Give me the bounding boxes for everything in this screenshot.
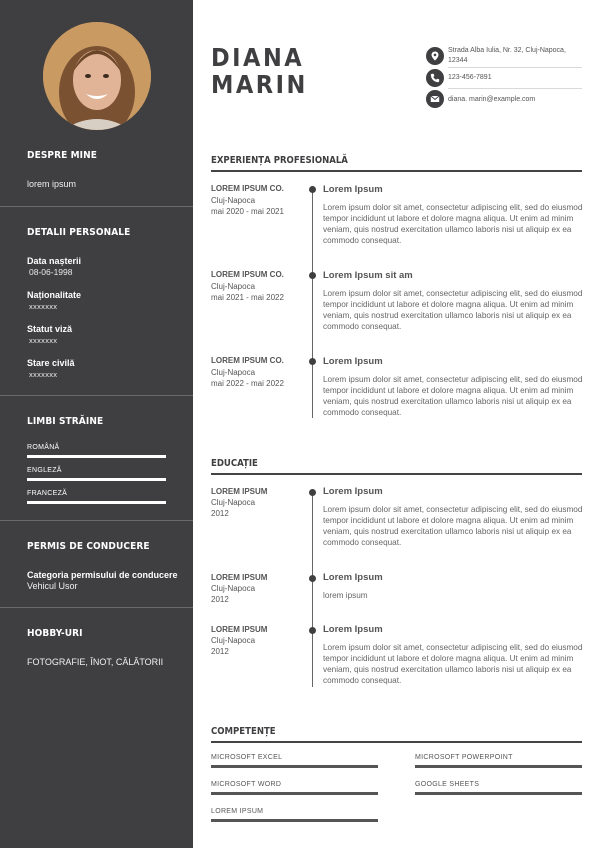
candidate-name	[211, 44, 308, 98]
experience-company: LOREM IPSUM CO.	[211, 184, 284, 193]
language-label: FRANCEZĂ	[27, 490, 68, 497]
education-school: LOREM IPSUM	[211, 573, 268, 582]
timeline-dot	[309, 186, 316, 193]
experience-city: Cluj-Napoca	[211, 196, 256, 205]
marital-label: Stare civilă	[27, 358, 75, 368]
experience-description: Lorem ipsum dolor sit amet, consectetur adipiscing elit, sed do eiusmod tempor incididunt ut labore et dolore magna aliqua. Ut enim ad minim veniam, quis nostrud exercitation ullamco laboris nisi ut aliquip ex ea commodo consequat.	[323, 203, 583, 245]
experience-title: EXPERIENȚA PROFESIONALĂ	[211, 155, 348, 166]
education-year: 2012	[211, 595, 229, 604]
skill-label: GOOGLE SHEETS	[415, 781, 480, 788]
hobbies-title: HOBBY-URI	[27, 628, 83, 639]
about-title: DESPRE MINE	[27, 150, 97, 161]
phone-icon	[426, 69, 444, 87]
birthdate-value: 08-06-1998	[29, 267, 73, 277]
education-description: lorem ipsum	[323, 591, 368, 600]
first-name: DIANA	[211, 43, 305, 72]
language-level-bar	[27, 455, 166, 458]
divider	[448, 67, 582, 68]
birthdate-label: Data nașterii	[27, 256, 82, 266]
skill-label: MICROSOFT EXCEL	[211, 754, 283, 761]
marital-value: xxxxxxx	[29, 370, 58, 379]
section-divider	[211, 170, 582, 172]
nationality-label: Naționalitate	[27, 290, 82, 300]
skill-level-bar	[211, 765, 378, 768]
language-level-bar	[27, 478, 166, 481]
divider	[0, 520, 193, 521]
language-level-bar	[27, 501, 166, 504]
language-label: ROMÂNĂ	[27, 444, 60, 451]
experience-dates: mai 2022 - mai 2022	[211, 379, 284, 388]
divider	[448, 88, 582, 89]
skill-level-bar	[211, 792, 378, 795]
divider	[0, 395, 193, 396]
visa-value: xxxxxxx	[29, 336, 58, 345]
divider	[0, 206, 193, 207]
education-description: Lorem ipsum dolor sit amet, consectetur adipiscing elit, sed do eiusmod tempor incididunt ut labore et dolore magna aliqua. Ut enim ad minim veniam, quis nostrud exercitation ullamco laboris nisi ut aliquip ex ea commodo consequat.	[323, 505, 583, 547]
skill-label: LOREM IPSUM	[211, 808, 264, 815]
education-degree: Lorem Ipsum	[323, 572, 383, 583]
skill-label: MICROSOFT POWERPOINT	[415, 754, 513, 761]
divider	[0, 607, 193, 608]
education-timeline	[312, 489, 313, 687]
location-pin-icon	[426, 47, 444, 65]
experience-city: Cluj-Napoca	[211, 282, 256, 291]
experience-role: Lorem Ipsum	[323, 184, 383, 195]
experience-company: LOREM IPSUM CO.	[211, 356, 284, 365]
education-school: LOREM IPSUM	[211, 625, 268, 634]
experience-role: Lorem Ipsum sit am	[323, 270, 413, 281]
timeline-dot	[309, 627, 316, 634]
experience-timeline	[312, 186, 313, 418]
email-text[interactable]: diana. marin@example.com	[448, 96, 536, 103]
skill-level-bar	[415, 765, 582, 768]
sidebar	[0, 0, 193, 848]
license-title: PERMIS DE CONDUCERE	[27, 541, 150, 552]
timeline-dot	[309, 575, 316, 582]
education-city: Cluj-Napoca	[211, 498, 256, 507]
experience-description: Lorem ipsum dolor sit amet, consectetur adipiscing elit, sed do eiusmod tempor incididunt ut labore et dolore magna aliqua. Ut enim ad minim veniam, quis nostrud exercitation ullamco laboris nisi ut aliquip ex ea commodo consequat.	[323, 375, 583, 417]
hobbies-text: FOTOGRAFIE, ÎNOT, CĂLĂTORII	[27, 657, 164, 667]
profile-photo	[43, 22, 151, 130]
email-icon	[426, 90, 444, 108]
nationality-value: xxxxxxx	[29, 302, 58, 311]
experience-company: LOREM IPSUM CO.	[211, 270, 284, 279]
experience-dates: mai 2021 - mai 2022	[211, 293, 284, 302]
education-year: 2012	[211, 509, 229, 518]
education-city: Cluj-Napoca	[211, 636, 256, 645]
experience-description: Lorem ipsum dolor sit amet, consectetur adipiscing elit, sed do eiusmod tempor incididunt ut labore et dolore magna aliqua. Ut enim ad minim veniam, quis nostrud exercitation ullamco laboris nisi ut aliquip ex ea commodo consequat.	[323, 289, 583, 331]
timeline-dot	[309, 358, 316, 365]
experience-role: Lorem Ipsum	[323, 356, 383, 367]
experience-dates: mai 2020 - mai 2021	[211, 207, 284, 216]
section-divider	[211, 473, 582, 475]
license-label: Categoria permisului de conducere	[27, 570, 178, 580]
last-name: MARIN	[211, 70, 308, 99]
education-description: Lorem ipsum dolor sit amet, consectetur adipiscing elit, sed do eiusmod tempor incididunt ut labore et dolore magna aliqua. Ut enim ad minim veniam, quis nostrud exercitation ullamco laboris nisi ut aliquip ex ea commodo consequat.	[323, 643, 583, 685]
skill-level-bar	[415, 792, 582, 795]
timeline-dot	[309, 272, 316, 279]
personal-details-title: DETALII PERSONALE	[27, 227, 131, 238]
address-text: Strada Alba Iulia, Nr. 32, Cluj-Napoca, 12344	[448, 47, 566, 64]
skill-label: MICROSOFT WORD	[211, 781, 282, 788]
languages-title: LIMBI STRĂINE	[27, 416, 104, 427]
experience-city: Cluj-Napoca	[211, 368, 256, 377]
license-value: Vehicul Usor	[27, 581, 78, 591]
education-degree: Lorem Ipsum	[323, 486, 383, 497]
timeline-dot	[309, 489, 316, 496]
education-title: EDUCAȚIE	[211, 458, 258, 469]
education-city: Cluj-Napoca	[211, 584, 256, 593]
visa-label: Statut viză	[27, 324, 73, 334]
skill-level-bar	[211, 819, 378, 822]
education-school: LOREM IPSUM	[211, 487, 268, 496]
education-degree: Lorem Ipsum	[323, 624, 383, 635]
education-year: 2012	[211, 647, 229, 656]
language-label: ENGLEZĂ	[27, 467, 62, 474]
phone-text[interactable]: 123-456-7891	[448, 74, 492, 81]
skills-title: COMPETENȚE	[211, 726, 276, 737]
about-text: lorem ipsum	[27, 179, 77, 189]
section-divider	[211, 741, 582, 743]
